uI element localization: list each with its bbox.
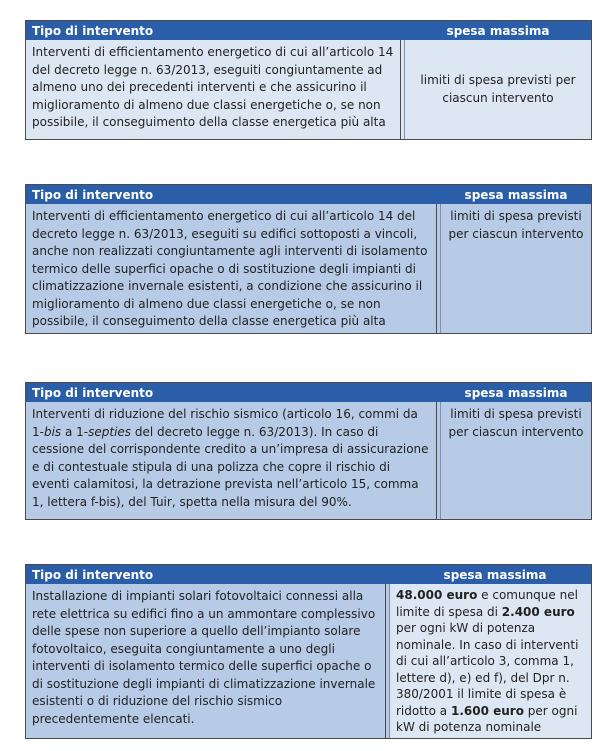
intervention-description: Interventi di efficientamento energetico di cui all’articolo 14 del decreto legge n. 63/2013, eseguiti congiuntamente ad almeno uno dei precedenti interventi e che assicurino il miglioramento di almeno due classi energetiche o, se non possibile, il conseguimento della classe energetica più alta [26,40,401,139]
header-max-expense: spesa massima [464,187,568,202]
expense-limit: 48.000 euro e comunque nel limite di spesa di 2.400 euro per ogni kW di potenza nominale. In caso di interventi di cui all’articolo 3, comma 1, lettere d), e) ed f), del Dpr n. 380/2001 il limite di spesa è ridotto a 1.600 euro per ogni kW di potenza nominale [389,584,591,738]
table-row [26,584,591,738]
header-max-expense: spesa massima [443,567,547,582]
header-intervention-type: Tipo di intervento [32,187,154,202]
expense-table-2 [25,184,592,334]
expense-limit: limiti di spesa previsti per ciascun intervento [440,402,591,519]
table-row [26,204,591,333]
expense-table-1 [25,20,592,140]
table-row [26,40,591,139]
header-intervention-type: Tipo di intervento [32,385,154,400]
header-max-expense: spesa massima [464,385,568,400]
expense-table-4 [25,564,592,739]
table-header [26,21,591,40]
expense-table-3 [25,382,592,520]
table-header [26,565,591,584]
expense-limit: limiti di spesa previsti per ciascun intervento [404,40,591,139]
intervention-description: Interventi di riduzione del rischio sismico (articolo 16, commi da 1-bis a 1-septies del decreto legge n. 63/2013). In caso di cessione del corrispondente credito a un’impresa di assicurazione e di contestuale stipula di una polizza che copre il rischio di eventi calamitosi, la detrazione prevista nell’articolo 15, comma 1, lettera f-bis), del Tuir, spetta nella misura del 90%. [26,402,437,519]
header-intervention-type: Tipo di intervento [32,567,154,582]
intervention-description: Installazione di impianti solari fotovoltaici connessi alla rete elettrica su edifici fino a un ammontare complessivo delle spese non superiore a quello dell’impianto solare fotovoltaico, eseguita congiuntamente a uno degli interventi di isolamento termico delle superfici opache o di sostituzione degli impianti di climatizzazione invernale esistenti o di riduzione del rischio sismico precedentemente elencati. [26,584,386,738]
table-header [26,383,591,402]
header-max-expense: spesa massima [446,23,550,38]
header-intervention-type: Tipo di intervento [32,23,154,38]
table-header [26,185,591,204]
expense-limit: limiti di spesa previsti per ciascun intervento [440,204,591,333]
intervention-description: Interventi di efficientamento energetico di cui all’articolo 14 del decreto legge n. 63/2013, eseguiti su edifici sottoposti a vincoli, anche non realizzati congiuntamente agli interventi di isolamento termico delle superfici opache o di sostituzione degli impianti di climatizzazione invernale esistenti, a condizione che assicurino il miglioramento di almeno due classi energetiche o, se non possibile, il conseguimento della classe energetica più alta [26,204,437,333]
table-row [26,402,591,519]
